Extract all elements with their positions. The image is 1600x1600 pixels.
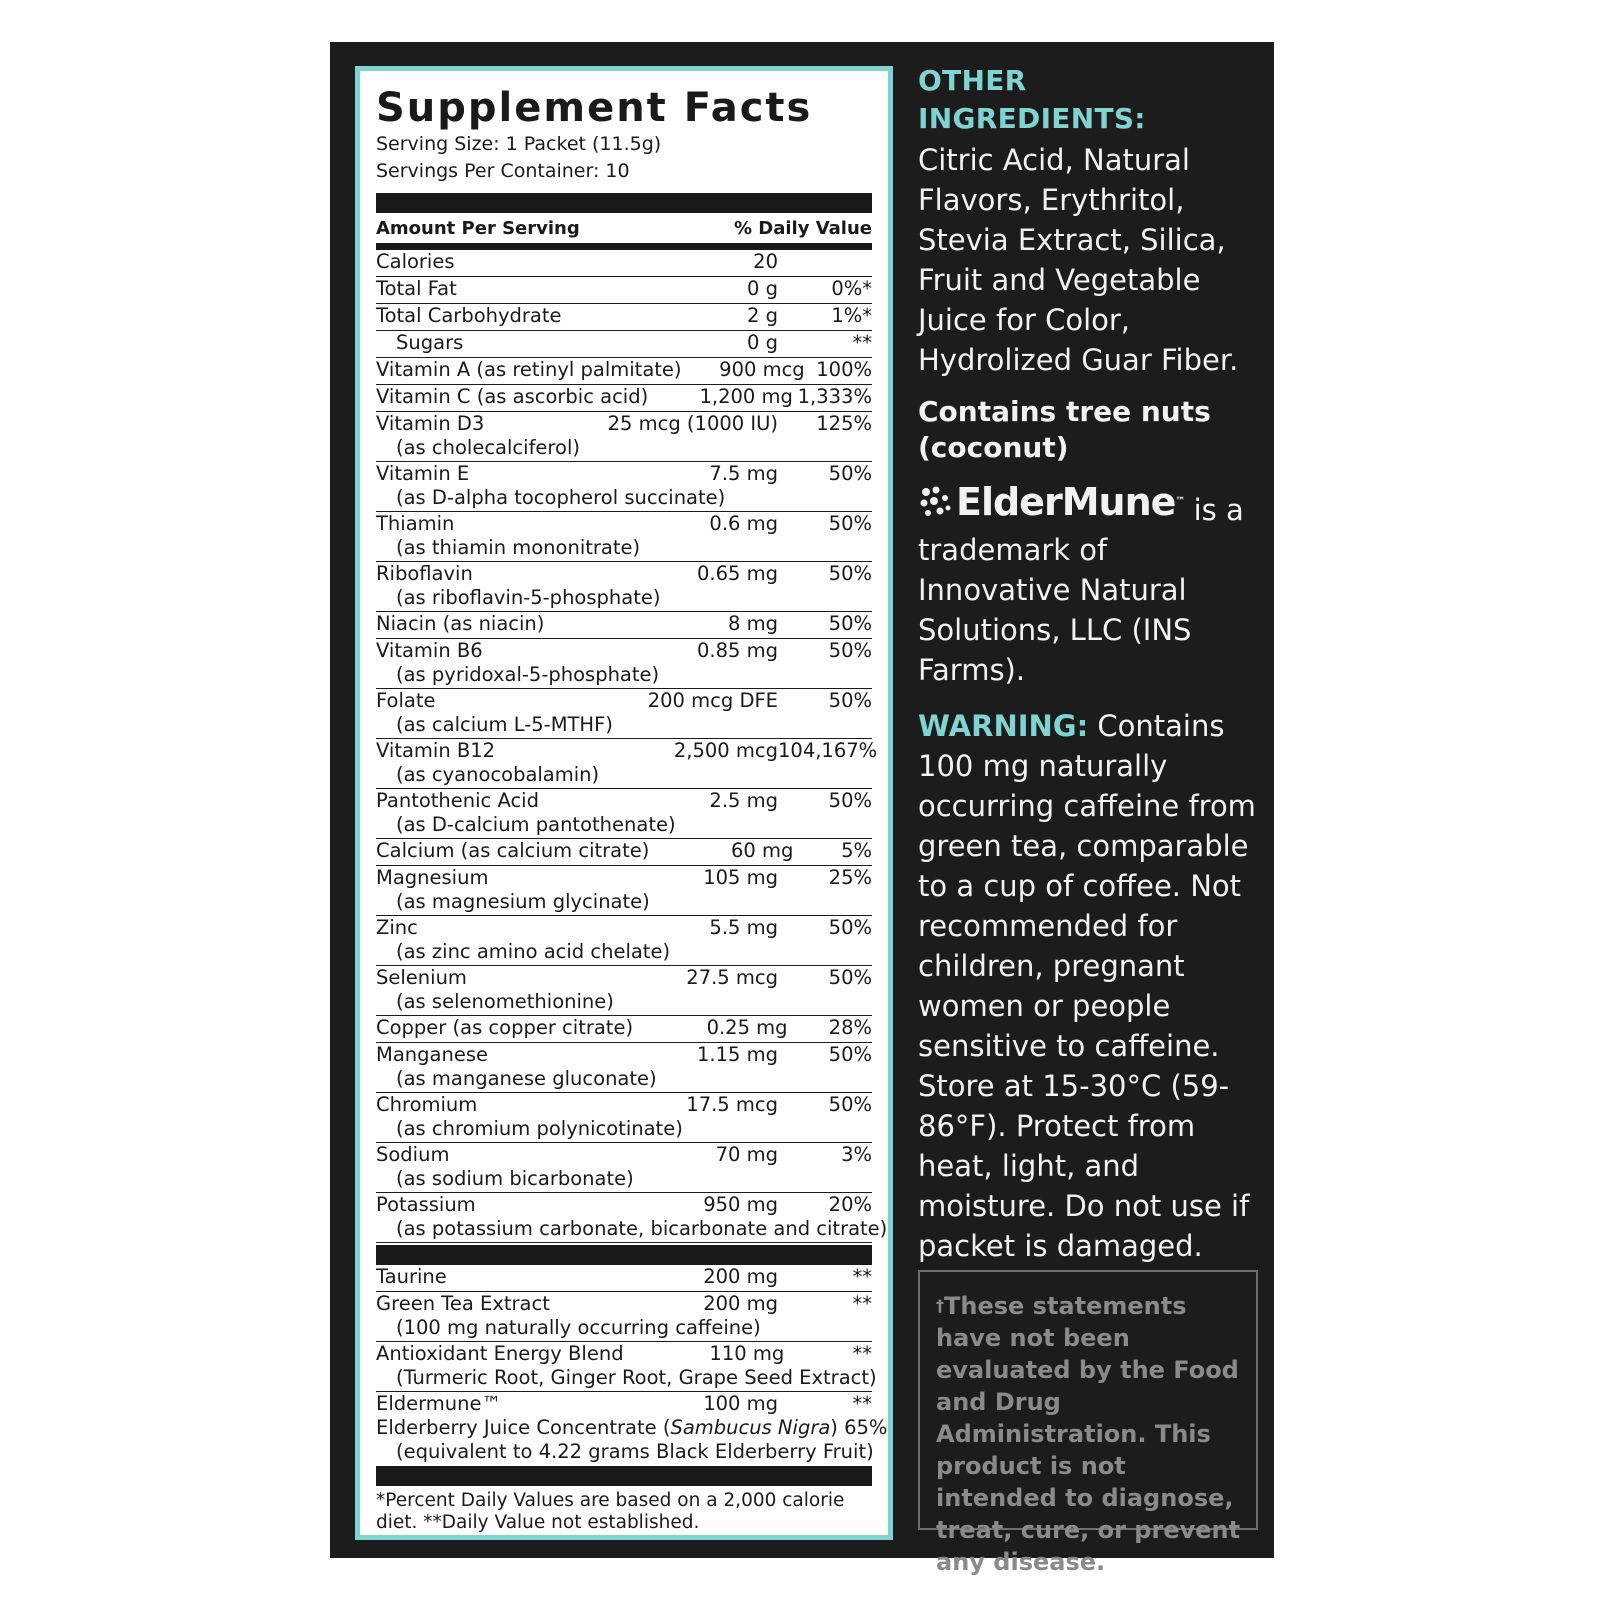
eldermune-logo	[918, 482, 1184, 522]
eldermune-equivalent: (equivalent to 4.22 grams Black Elderberry Fruit)	[396, 1440, 874, 1463]
nutrient-name: Vitamin E	[376, 462, 470, 485]
nutrient-dv: **	[852, 331, 872, 354]
nutrient-row	[376, 1016, 872, 1043]
nutrient-row	[376, 1093, 872, 1143]
warning-text: Contains 100 mg naturally occurring caffeine from green tea, comparable to a cup of coffee. Not recommended for children, pregnant women or people sensitive to caffeine. Store at 15-30°C (59-86°F). Protect from heat, light, and moisture. Do not use if packet is damaged.	[918, 709, 1256, 1263]
nutrient-dv: 125%	[816, 412, 872, 435]
nutrient-amount: 0 g	[747, 277, 778, 300]
nutrient-source: (as chromium polynicotinate)	[396, 1117, 683, 1140]
source-text: ) 65%	[830, 1416, 888, 1439]
warning-label: WARNING:	[918, 709, 1089, 743]
nutrient-row	[376, 331, 872, 358]
nutrient-dv	[778, 250, 872, 274]
nutrient-row	[376, 866, 872, 916]
brand-text-continued: trademark of Innovative Natural Solutions, LLC (INS Farms).	[918, 533, 1192, 687]
nutrient-dv: 50%	[828, 1093, 872, 1116]
other-ingredients-label: OTHER INGREDIENTS:	[918, 64, 1146, 135]
warning	[918, 706, 1258, 1266]
amount-per-serving-label: Amount Per Serving	[376, 218, 580, 239]
nutrient-row	[376, 1043, 872, 1093]
nutrient-dv: **	[852, 1342, 872, 1365]
side-text	[918, 62, 1258, 1266]
allergen-statement: Contains tree nuts (coconut)	[918, 395, 1211, 464]
trademark-symbol: ™	[1175, 496, 1185, 507]
nutrient-row	[376, 250, 872, 277]
servings-per-container: Servings Per Container: 10	[376, 160, 630, 182]
divider-bar	[376, 193, 872, 213]
nutrient-row	[376, 412, 872, 462]
nutrient-amount: 200 mcg DFE	[647, 689, 778, 712]
nutrient-row	[376, 1292, 872, 1342]
serving-size: Serving Size: 1 Packet (11.5g)	[376, 133, 662, 155]
nutrient-row	[376, 639, 872, 689]
nutrient-name: Thiamin	[376, 512, 455, 535]
nutrient-source: (as thiamin mononitrate)	[396, 536, 641, 559]
divider-bar	[376, 243, 872, 250]
nutrient-name: Manganese	[376, 1043, 488, 1066]
nutrient-dv: 50%	[828, 639, 872, 662]
nutrient-row	[376, 512, 872, 562]
nutrient-amount: 0.85 mg	[697, 639, 778, 662]
divider-bar	[376, 1245, 872, 1265]
nutrient-name: Zinc	[376, 916, 418, 939]
nutrient-dv: 20%	[828, 1193, 872, 1216]
nutrient-dv: **	[852, 1392, 872, 1415]
nutrient-dv: 50%	[828, 562, 872, 585]
nutrient-dv: 50%	[828, 612, 872, 635]
nutrient-name: Vitamin D3	[376, 412, 485, 435]
other-ingredient-rows	[376, 1265, 877, 1392]
nutrient-row	[376, 1265, 872, 1292]
eldermune-row	[376, 1392, 888, 1464]
nutrient-source: (as cholecalciferol)	[396, 436, 580, 459]
other-ingredients-text: Citric Acid, Natural Flavors, Erythritol, Stevia Extract, Silica, Fruit and Vegetable Juice for Color, Hydrolized Guar Fiber.	[918, 143, 1239, 377]
fda-disclaimer	[918, 1270, 1258, 1576]
supplement-facts-panel	[355, 66, 893, 1540]
nutrient-row	[376, 462, 872, 512]
nutrient-row	[376, 562, 872, 612]
nutrient-dv: 50%	[828, 689, 872, 712]
nutrient-dv: 0%*	[831, 277, 872, 300]
nutrient-row	[376, 1143, 872, 1193]
eldermune-source	[376, 1416, 888, 1440]
nutrient-name: Niacin (as niacin)	[376, 612, 545, 635]
nutrient-dv: 104,167%	[778, 739, 878, 762]
nutrient-name: Copper (as copper citrate)	[376, 1016, 634, 1039]
nutrient-row	[376, 304, 872, 331]
source-text: Elderberry Juice Concentrate (	[376, 1416, 671, 1439]
nutrient-row	[376, 1342, 877, 1392]
nutrient-source: (as potassium carbonate, bicarbonate and citrate)	[396, 1217, 888, 1240]
nutrient-name: Taurine	[376, 1265, 447, 1288]
nutrient-source: (as magnesium glycinate)	[396, 890, 650, 913]
nutrient-amount: 900 mcg	[719, 358, 805, 381]
nutrient-row	[376, 789, 872, 839]
nutrient-amount: 950 mg	[703, 1193, 778, 1216]
nutrient-amount: 27.5 mcg	[686, 966, 778, 989]
nutrient-amount: 8 mg	[728, 612, 778, 635]
nutrient-source: (as selenomethionine)	[396, 990, 614, 1013]
trademark-statement	[918, 482, 1258, 690]
nutrient-row	[376, 916, 872, 966]
nutrient-dv: 28%	[828, 1016, 872, 1039]
nutrient-name: Riboflavin	[376, 562, 473, 585]
brand-name: ElderMune	[956, 480, 1176, 524]
nutrient-name: Vitamin B12	[376, 739, 496, 762]
nutrient-source: (as sodium bicarbonate)	[396, 1167, 634, 1190]
nutrient-amount: 2 g	[747, 304, 778, 327]
nutrient-name: Potassium	[376, 1193, 476, 1216]
nutrient-dv: **	[852, 1265, 872, 1288]
nutrient-dv: 50%	[828, 966, 872, 989]
nutrient-source: (as calcium L-5-MTHF)	[396, 713, 613, 736]
nutrient-dv: 100%	[816, 358, 872, 381]
nutrient-source: (as manganese gluconate)	[396, 1067, 657, 1090]
dagger-mark: †	[936, 1296, 944, 1315]
nutrient-source: (as D-alpha tocopherol succinate)	[396, 486, 726, 509]
nutrient-amount: 5.5 mg	[709, 916, 778, 939]
nutrient-amount: 25 mcg (1000 IU)	[607, 412, 778, 435]
nutrient-source: (Turmeric Root, Ginger Root, Grape Seed Extract)	[396, 1366, 877, 1389]
nutrient-name: Pantothenic Acid	[376, 789, 539, 812]
nutrient-amount: 70 mg	[715, 1143, 778, 1166]
nutrient-row	[376, 839, 872, 866]
nutrient-amount: 0.6 mg	[709, 512, 778, 535]
nutrient-dv: 50%	[828, 512, 872, 535]
latin-name: Sambucus Nigra	[670, 1416, 831, 1439]
nutrient-source: (as riboflavin-5-phosphate)	[396, 586, 661, 609]
nutrient-dv: 50%	[828, 1043, 872, 1066]
nutrient-name: Eldermune™	[376, 1392, 501, 1415]
nutrient-dv: 50%	[828, 789, 872, 812]
nutrient-amount: 110 mg	[709, 1342, 785, 1365]
nutrient-name: Total Carbohydrate	[376, 304, 562, 327]
nutrient-name: Antioxidant Energy Blend	[376, 1342, 624, 1365]
nutrient-amount: 200 mg	[703, 1292, 778, 1315]
nutrient-name: Calories	[376, 250, 455, 273]
nutrient-source: (as zinc amino acid chelate)	[396, 940, 671, 963]
nutrient-name: Magnesium	[376, 866, 489, 889]
nutrient-row	[376, 966, 872, 1016]
nutrient-source: (as pyridoxal-5-phosphate)	[396, 663, 660, 686]
nutrient-amount: 17.5 mcg	[686, 1093, 778, 1116]
nutrient-name: Chromium	[376, 1093, 478, 1116]
nutrient-name: Sugars	[396, 331, 464, 354]
nutrient-amount: 20	[753, 250, 778, 273]
nutrient-name: Green Tea Extract	[376, 1292, 550, 1315]
nutrient-rows	[376, 250, 888, 1243]
brand-text: is a	[1184, 493, 1244, 527]
footnote: *Percent Daily Values are based on a 2,000 calorie diet. **Daily Value not established.	[376, 1490, 845, 1533]
nutrient-name: Total Fat	[376, 277, 457, 300]
nutrient-source: (as cyanocobalamin)	[396, 763, 600, 786]
nutrient-source: (100 mg naturally occurring caffeine)	[396, 1316, 761, 1339]
nutrient-dv: **	[852, 1292, 872, 1315]
nutrient-dv: 1,333%	[797, 385, 872, 408]
nutrient-amount: 2,500 mcg	[673, 739, 778, 762]
nutrient-name: Vitamin A (as retinyl palmitate)	[376, 358, 682, 381]
table-header	[376, 213, 872, 243]
supplement-facts-title: Supplement Facts	[376, 85, 813, 131]
nutrient-dv: 50%	[828, 462, 872, 485]
nutrient-row	[376, 277, 872, 304]
nutrient-row	[376, 358, 872, 385]
nutrient-dv: 1%*	[831, 304, 872, 327]
nutrient-dv: 50%	[828, 916, 872, 939]
nutrient-amount: 1,200 mg	[699, 385, 793, 408]
daily-value-label: % Daily Value	[733, 218, 872, 239]
nutrient-amount: 0.25 mg	[706, 1016, 788, 1039]
nutrient-row	[376, 689, 872, 739]
elderberry-icon	[918, 484, 954, 520]
nutrient-amount: 2.5 mg	[709, 789, 778, 812]
nutrient-name: Selenium	[376, 966, 467, 989]
nutrient-row	[376, 385, 872, 412]
nutrient-name: Vitamin B6	[376, 639, 483, 662]
nutrient-row	[376, 739, 878, 789]
nutrient-amount: 0.65 mg	[697, 562, 778, 585]
nutrient-amount: 100 mg	[703, 1392, 778, 1415]
disclaimer-text: These statements have not been evaluated by the Food and Drug Administration. This product is not intended to diagnose, treat, cure, or prevent any disease.	[936, 1292, 1241, 1576]
nutrient-amount: 1.15 mg	[697, 1043, 778, 1066]
nutrient-name: Folate	[376, 689, 436, 712]
nutrient-dv: 25%	[828, 866, 872, 889]
nutrient-source: (as D-calcium pantothenate)	[396, 813, 676, 836]
divider-bar	[376, 1466, 872, 1486]
nutrient-amount: 200 mg	[703, 1265, 778, 1288]
nutrient-dv: 3%	[841, 1143, 872, 1166]
nutrient-amount: 7.5 mg	[709, 462, 778, 485]
nutrient-row	[376, 612, 872, 639]
nutrient-amount: 60 mg	[730, 839, 794, 862]
nutrient-name: Calcium (as calcium citrate)	[376, 839, 650, 862]
nutrient-name: Sodium	[376, 1143, 450, 1166]
nutrient-row	[376, 1193, 888, 1243]
nutrient-dv: 5%	[841, 839, 872, 862]
nutrient-amount: 0 g	[747, 331, 778, 354]
nutrient-name: Vitamin C (as ascorbic acid)	[376, 385, 649, 408]
nutrient-amount: 105 mg	[703, 866, 778, 889]
